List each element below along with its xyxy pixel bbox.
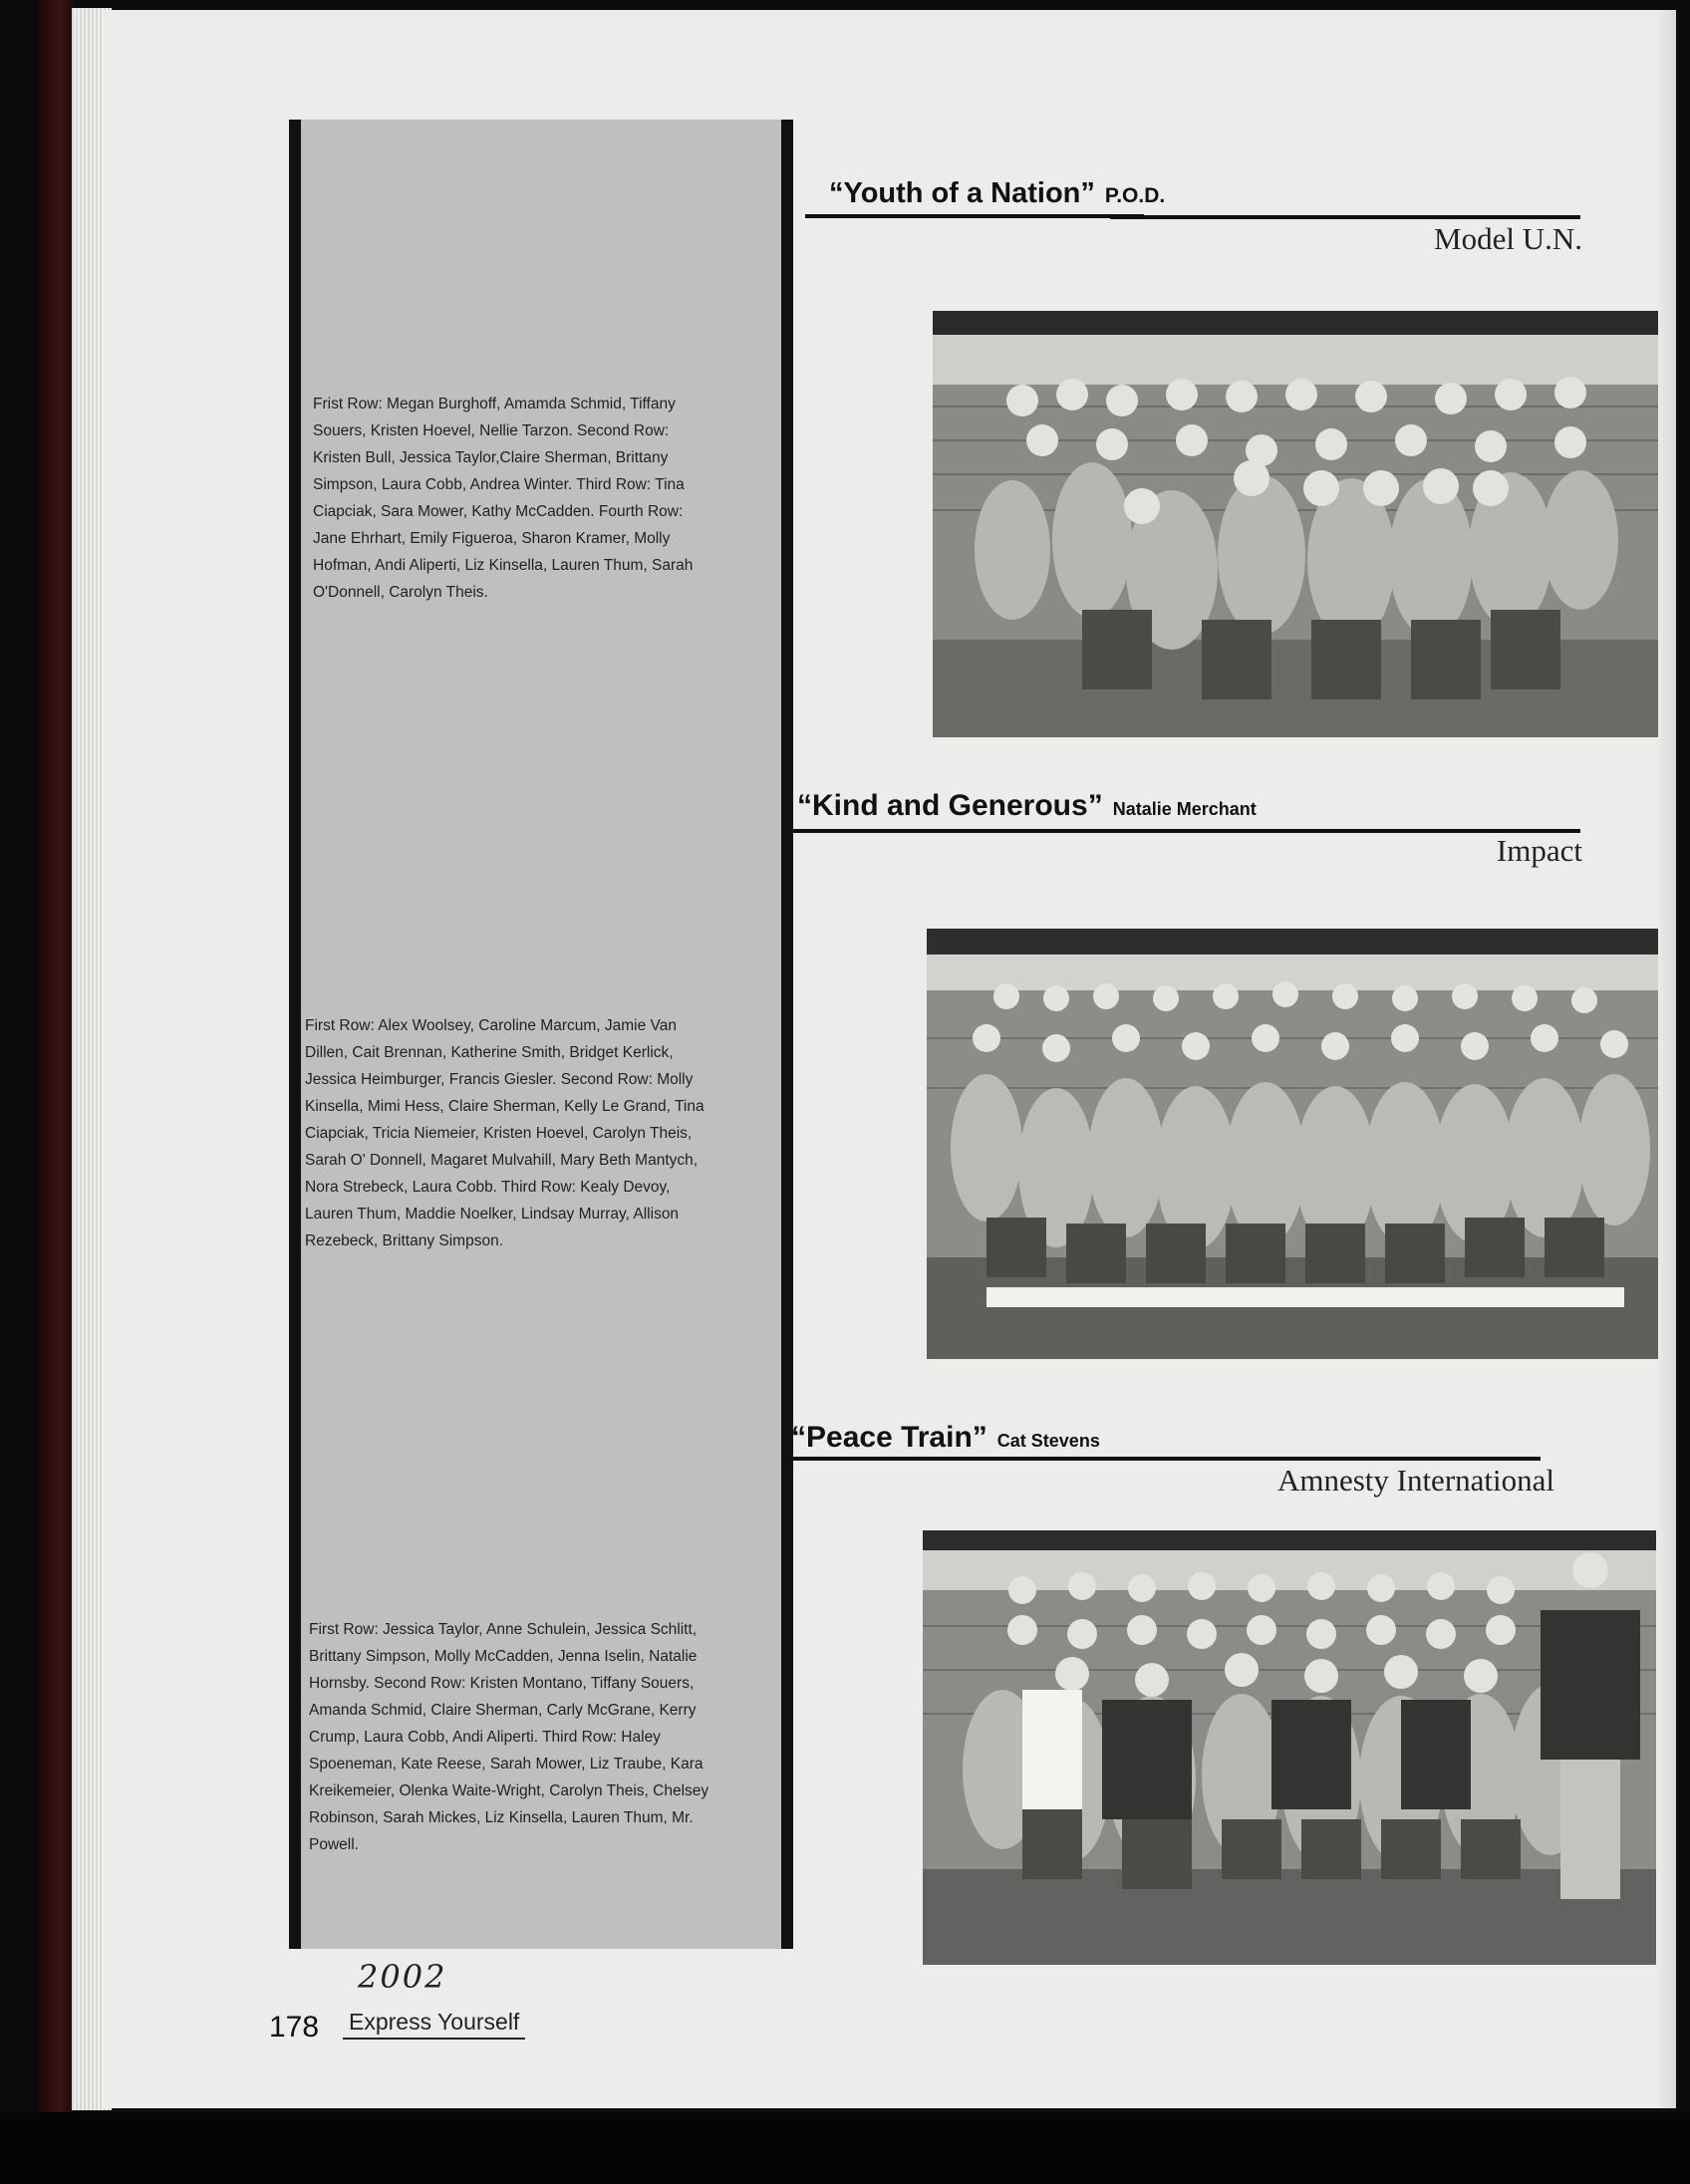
- song-name: “Peace Train”: [791, 1421, 987, 1454]
- section-title: Express Yourself: [343, 2009, 525, 2040]
- book-cover-edge: [38, 0, 74, 2112]
- group-photo-impact: [927, 929, 1658, 1359]
- title-rule-1c: [1110, 215, 1580, 219]
- title-rule-1a: [805, 214, 1144, 218]
- song-title-3: [791, 1421, 1100, 1455]
- yearbook-page: [104, 10, 1676, 2108]
- club-name-model-un: Model U.N.: [1434, 221, 1582, 256]
- song-name: “Youth of a Nation”: [829, 177, 1095, 209]
- song-artist: P.O.D.: [1104, 184, 1166, 207]
- panel-left-bar: [289, 120, 301, 1949]
- caption-model-un: Frist Row: Megan Burghoff, Amamda Schmid, Tiffany Souers, Kristen Hoevel, Nellie Tarzon. Second Row: Kristen Bull, Jessica Taylor,Claire Sherman, Brittany Simpson, Laura Cobb, Andrea Winter. Third Row: Tina Ciapciak, Sara Mower, Kathy McCadden. Fourth Row: Jane Ehrhart, Emily Figueroa, Sharon Kramer, Molly Hofman, Andi Aliperti, Liz Kinsella, Lauren Thum, Sarah O'Donnell, Carolyn Theis.: [313, 396, 694, 601]
- scan-background: [0, 2112, 1690, 2184]
- song-name: “Kind and Generous”: [797, 789, 1103, 822]
- song-title-2: [797, 789, 1257, 823]
- handwritten-year: 2002: [358, 1958, 447, 1996]
- song-artist: Cat Stevens: [996, 1431, 1100, 1451]
- title-rule-3: [791, 1457, 1541, 1461]
- club-name-impact: Impact: [1496, 833, 1582, 868]
- caption-impact: First Row: Alex Woolsey, Caroline Marcum, Jamie Van Dillen, Cait Brennan, Katherine Smith, Bridget Kerlick, Jessica Heimburger, Francis Giesler. Second Row: Molly Kinsella, Mimi Hess, Claire Sherman, Kelly Le Grand, Tina Ciapciak, Tricia Niemeier, Kristen Hoevel, Carolyn Theis, Sarah O' Donnell, Magaret Mulvahill, Mary Beth Mantych, Nora Strebeck, Laura Cobb. Third Row: Kealy Devoy, Lauren Thum, Maddie Noelker, Lindsay Murray, Allison Rezebeck, Brittany Simpson.: [305, 1017, 704, 1249]
- song-title-1: [829, 177, 1165, 210]
- club-name-amnesty: Amnesty International: [1276, 1463, 1554, 1498]
- group-photo-amnesty: [923, 1530, 1656, 1965]
- song-artist: Natalie Merchant: [1112, 799, 1257, 819]
- group-photo-model-un: [933, 311, 1658, 737]
- caption-amnesty: First Row: Jessica Taylor, Anne Schulein, Jessica Schlitt, Brittany Simpson, Molly McCadden, Jenna Iselin, Natalie Hornsby. Second Row: Kristen Montano, Tiffany Souers, Amanda Schmid, Claire Sherman, Carly McGrane, Kerry Crump, Laura Cobb, Andi Aliperti. Third Row: Haley Spoeneman, Kate Reese, Sarah Mower, Liz Traube, Kara Kreikemeier, Olenka Waite-Wright, Carolyn Theis, Chelsey Robinson, Sarah Mickes, Liz Kinsella, Lauren Thum, Mr. Powell.: [309, 1621, 709, 1853]
- page-number: 178: [269, 2011, 320, 2044]
- panel-right-bar: [781, 120, 793, 1949]
